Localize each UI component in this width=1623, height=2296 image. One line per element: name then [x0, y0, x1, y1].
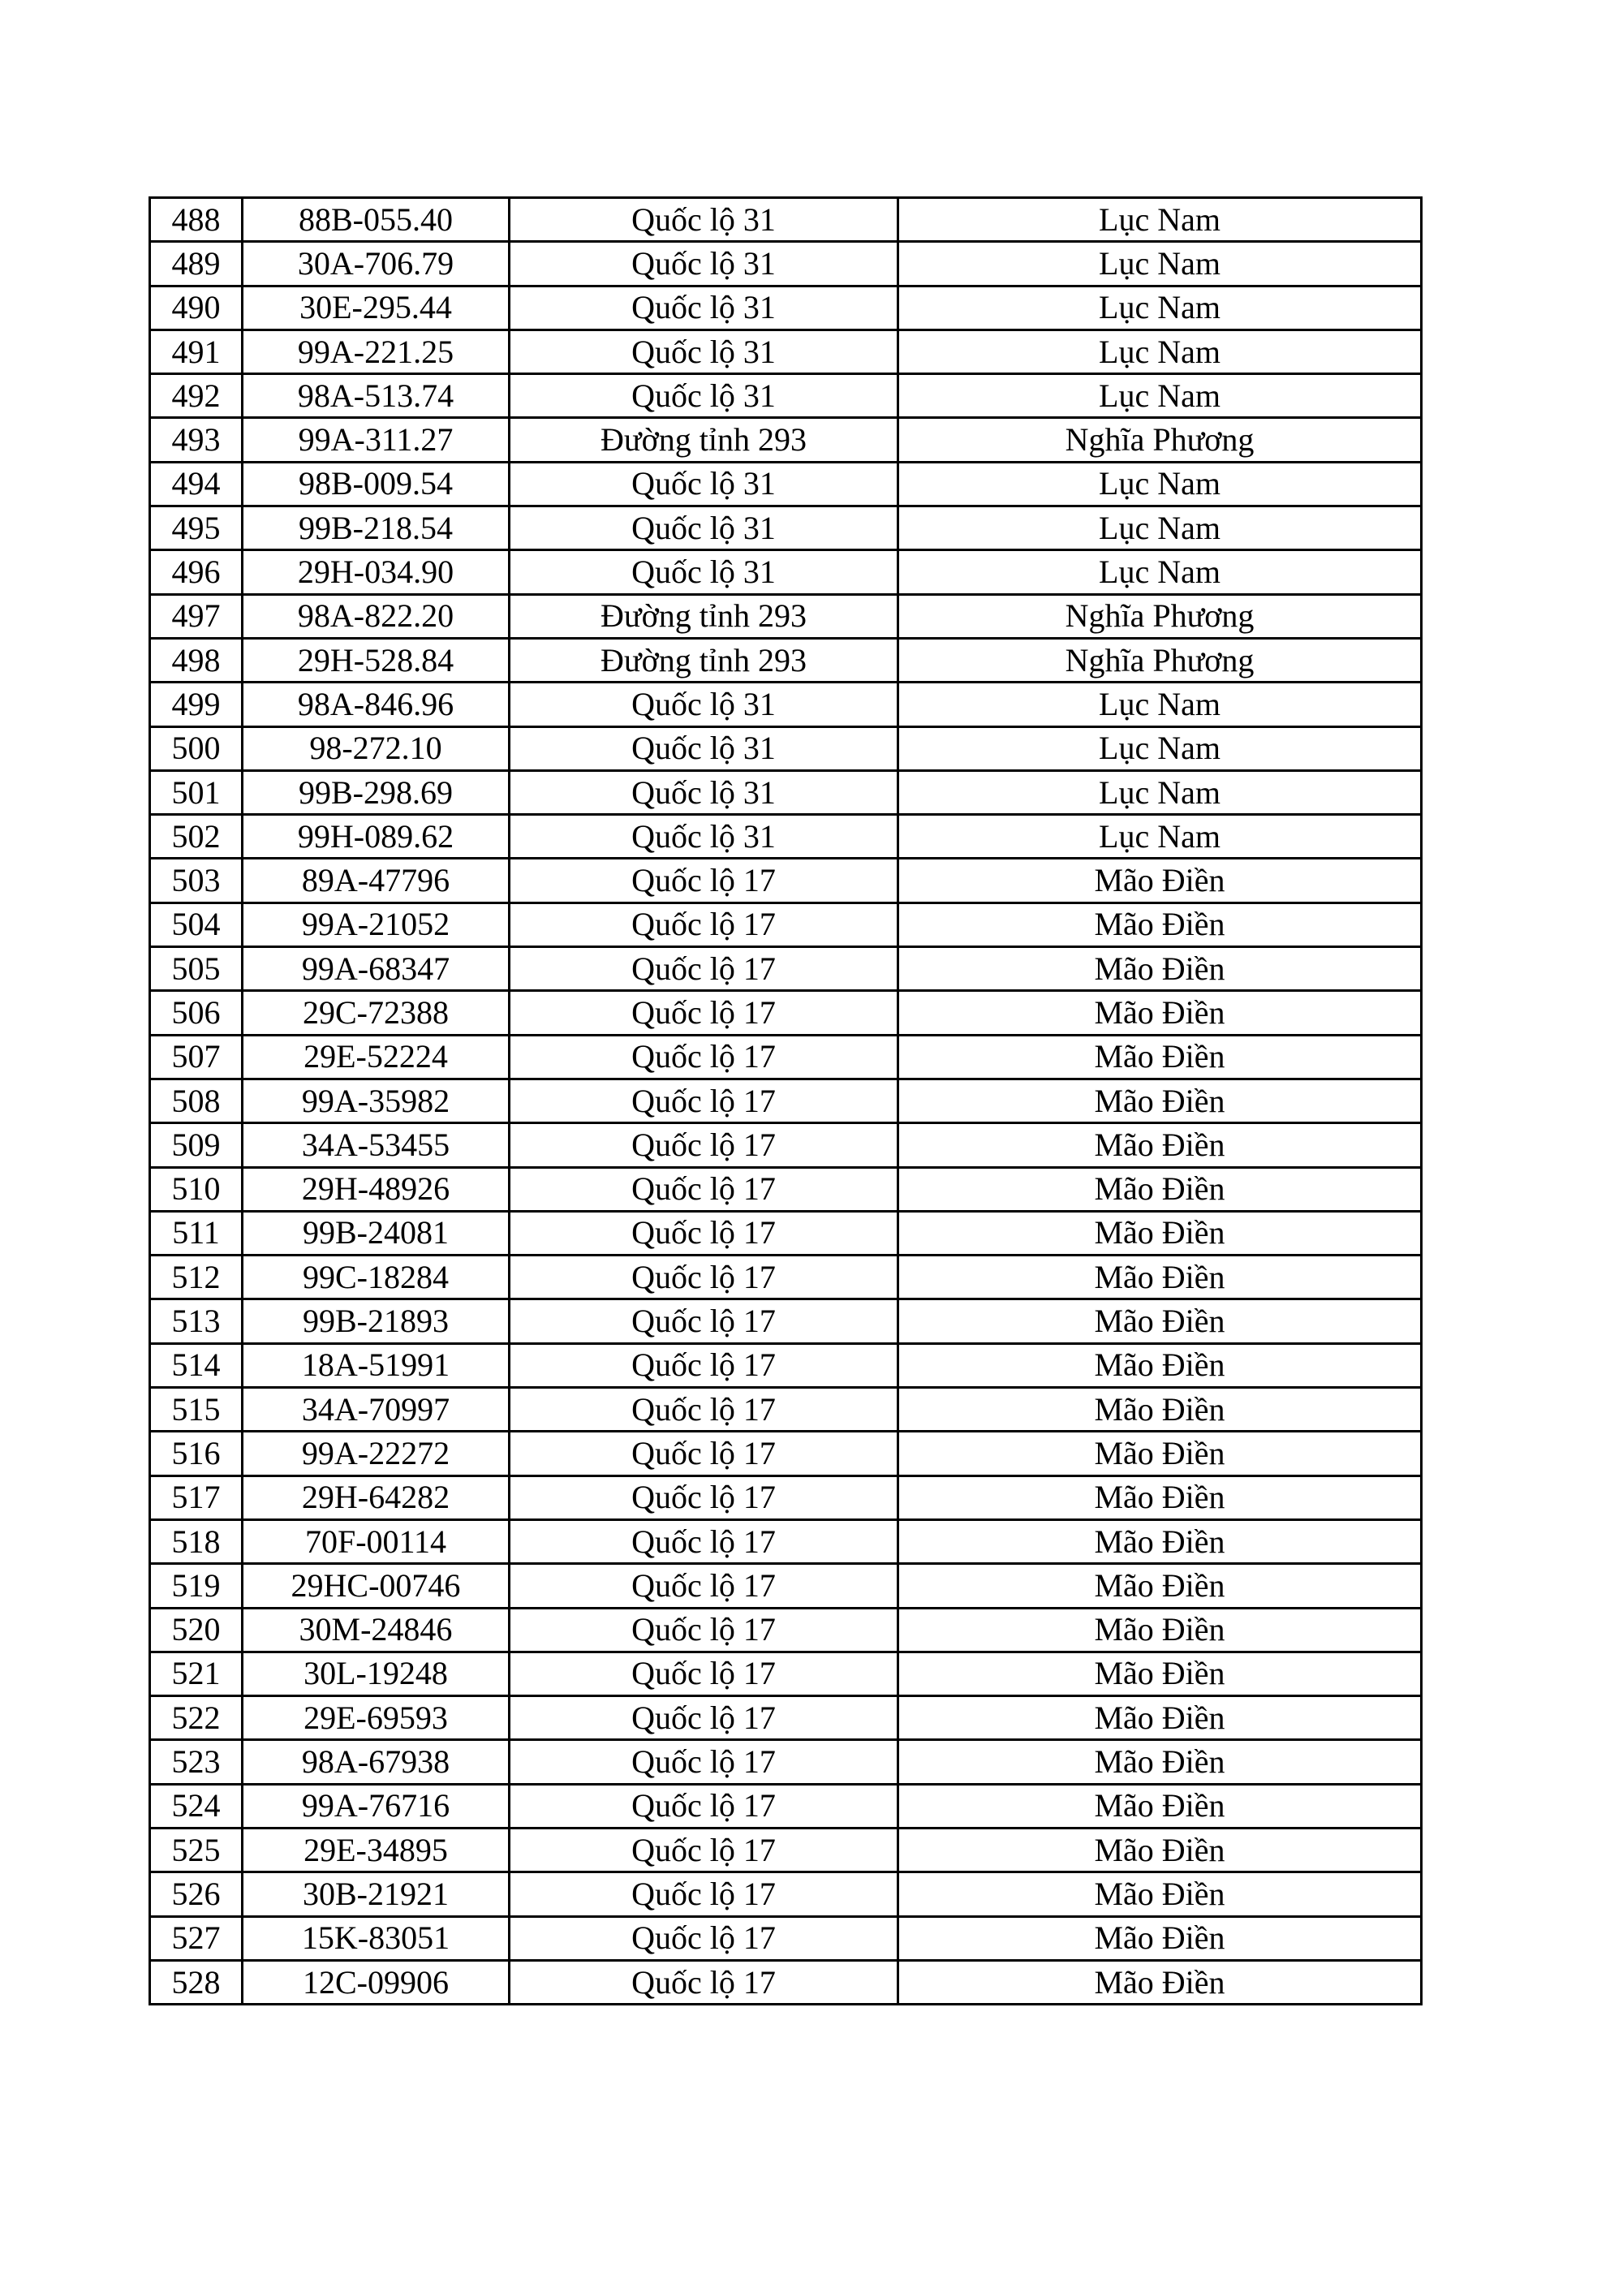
row-number-cell: 514 — [150, 1343, 243, 1387]
location-cell: Mão Điền — [898, 1475, 1422, 1519]
license-plate-cell: 98A-67938 — [243, 1740, 510, 1784]
road-cell: Quốc lộ 31 — [510, 506, 898, 550]
location-cell: Mão Điền — [898, 1696, 1422, 1740]
location-cell: Mão Điền — [898, 1388, 1422, 1432]
table-row — [150, 374, 1422, 418]
road-cell: Quốc lộ 17 — [510, 859, 898, 902]
row-number-cell: 515 — [150, 1388, 243, 1432]
license-plate-cell: 98A-846.96 — [243, 683, 510, 726]
road-cell: Đường tỉnh 293 — [510, 638, 898, 682]
road-cell: Quốc lộ 17 — [510, 1432, 898, 1475]
table-row — [150, 1167, 1422, 1211]
table-row — [150, 1696, 1422, 1740]
location-cell: Lục Nam — [898, 374, 1422, 418]
location-cell: Mão Điền — [898, 1652, 1422, 1695]
license-plate-cell: 29H-64282 — [243, 1475, 510, 1519]
row-number-cell: 494 — [150, 462, 243, 506]
row-number-cell: 518 — [150, 1519, 243, 1563]
row-number-cell: 503 — [150, 859, 243, 902]
row-number-cell: 512 — [150, 1256, 243, 1299]
location-cell: Mão Điền — [898, 1343, 1422, 1387]
table-row — [150, 1211, 1422, 1255]
table-row — [150, 859, 1422, 902]
license-plate-cell: 98A-513.74 — [243, 374, 510, 418]
road-cell: Quốc lộ 31 — [510, 198, 898, 242]
location-cell: Lục Nam — [898, 550, 1422, 594]
road-cell: Quốc lộ 17 — [510, 1564, 898, 1608]
table-row — [150, 286, 1422, 330]
license-plate-cell: 29C-72388 — [243, 991, 510, 1035]
table-row — [150, 1388, 1422, 1432]
license-plate-cell: 99H-089.62 — [243, 815, 510, 859]
row-number-cell: 528 — [150, 1960, 243, 2004]
row-number-cell: 488 — [150, 198, 243, 242]
road-cell: Quốc lộ 17 — [510, 1784, 898, 1828]
row-number-cell: 507 — [150, 1035, 243, 1079]
location-cell: Lục Nam — [898, 726, 1422, 770]
row-number-cell: 504 — [150, 902, 243, 946]
license-plate-cell: 99A-311.27 — [243, 418, 510, 462]
license-plate-cell: 29E-69593 — [243, 1696, 510, 1740]
location-cell: Mão Điền — [898, 1564, 1422, 1608]
location-cell: Mão Điền — [898, 1167, 1422, 1211]
road-cell: Quốc lộ 17 — [510, 1167, 898, 1211]
road-cell: Quốc lộ 31 — [510, 770, 898, 814]
road-cell: Quốc lộ 17 — [510, 1388, 898, 1432]
location-cell: Mão Điền — [898, 1960, 1422, 2004]
table-row — [150, 550, 1422, 594]
table-row — [150, 1475, 1422, 1519]
table-row — [150, 1299, 1422, 1343]
location-cell: Mão Điền — [898, 1123, 1422, 1167]
row-number-cell: 516 — [150, 1432, 243, 1475]
row-number-cell: 502 — [150, 815, 243, 859]
road-cell: Quốc lộ 31 — [510, 683, 898, 726]
license-plate-cell: 29E-34895 — [243, 1828, 510, 1872]
road-cell: Quốc lộ 31 — [510, 462, 898, 506]
row-number-cell: 510 — [150, 1167, 243, 1211]
table-row — [150, 1343, 1422, 1387]
table-row — [150, 1784, 1422, 1828]
location-cell: Mão Điền — [898, 1079, 1422, 1122]
table-row — [150, 418, 1422, 462]
row-number-cell: 497 — [150, 594, 243, 638]
license-plate-cell: 99A-22272 — [243, 1432, 510, 1475]
row-number-cell: 493 — [150, 418, 243, 462]
road-cell: Quốc lộ 31 — [510, 242, 898, 286]
row-number-cell: 526 — [150, 1872, 243, 1916]
row-number-cell: 501 — [150, 770, 243, 814]
road-cell: Quốc lộ 31 — [510, 726, 898, 770]
road-cell: Quốc lộ 31 — [510, 286, 898, 330]
location-cell: Mão Điền — [898, 1784, 1422, 1828]
row-number-cell: 511 — [150, 1211, 243, 1255]
license-plate-cell: 70F-00114 — [243, 1519, 510, 1563]
road-cell: Quốc lộ 17 — [510, 1519, 898, 1563]
location-cell: Mão Điền — [898, 1432, 1422, 1475]
table-row — [150, 991, 1422, 1035]
license-plate-cell: 99B-21893 — [243, 1299, 510, 1343]
table-row — [150, 1079, 1422, 1122]
road-cell: Quốc lộ 31 — [510, 374, 898, 418]
table-row — [150, 1916, 1422, 1960]
road-cell: Quốc lộ 17 — [510, 1608, 898, 1652]
row-number-cell: 499 — [150, 683, 243, 726]
road-cell: Đường tỉnh 293 — [510, 418, 898, 462]
location-cell: Lục Nam — [898, 815, 1422, 859]
table-row — [150, 947, 1422, 991]
table-row — [150, 1519, 1422, 1563]
table-row — [150, 506, 1422, 550]
row-number-cell: 517 — [150, 1475, 243, 1519]
road-cell: Quốc lộ 17 — [510, 1211, 898, 1255]
location-cell: Mão Điền — [898, 1299, 1422, 1343]
license-plate-cell: 34A-53455 — [243, 1123, 510, 1167]
row-number-cell: 508 — [150, 1079, 243, 1122]
location-cell: Mão Điền — [898, 991, 1422, 1035]
road-cell: Quốc lộ 17 — [510, 1079, 898, 1122]
road-cell: Quốc lộ 17 — [510, 1740, 898, 1784]
license-plate-cell: 30L-19248 — [243, 1652, 510, 1695]
row-number-cell: 492 — [150, 374, 243, 418]
road-cell: Quốc lộ 17 — [510, 1696, 898, 1740]
table-row — [150, 1564, 1422, 1608]
license-plate-cell: 98B-009.54 — [243, 462, 510, 506]
road-cell: Quốc lộ 17 — [510, 1256, 898, 1299]
row-number-cell: 498 — [150, 638, 243, 682]
table-row — [150, 242, 1422, 286]
table-row — [150, 726, 1422, 770]
row-number-cell: 509 — [150, 1123, 243, 1167]
license-plate-cell: 99A-21052 — [243, 902, 510, 946]
road-cell: Quốc lộ 17 — [510, 991, 898, 1035]
location-cell: Lục Nam — [898, 462, 1422, 506]
table-row — [150, 683, 1422, 726]
records-table — [149, 196, 1423, 2005]
row-number-cell: 490 — [150, 286, 243, 330]
table-row — [150, 1123, 1422, 1167]
license-plate-cell: 98A-822.20 — [243, 594, 510, 638]
license-plate-cell: 99A-221.25 — [243, 330, 510, 373]
row-number-cell: 506 — [150, 991, 243, 1035]
road-cell: Quốc lộ 17 — [510, 1652, 898, 1695]
location-cell: Lục Nam — [898, 770, 1422, 814]
license-plate-cell: 99B-298.69 — [243, 770, 510, 814]
table-row — [150, 330, 1422, 373]
location-cell: Mão Điền — [898, 859, 1422, 902]
license-plate-cell: 99B-24081 — [243, 1211, 510, 1255]
location-cell: Mão Điền — [898, 1916, 1422, 1960]
road-cell: Quốc lộ 17 — [510, 1299, 898, 1343]
road-cell: Quốc lộ 31 — [510, 330, 898, 373]
location-cell: Mão Điền — [898, 1740, 1422, 1784]
license-plate-cell: 29H-528.84 — [243, 638, 510, 682]
location-cell: Lục Nam — [898, 286, 1422, 330]
license-plate-cell: 29H-48926 — [243, 1167, 510, 1211]
license-plate-cell: 18A-51991 — [243, 1343, 510, 1387]
license-plate-cell: 99B-218.54 — [243, 506, 510, 550]
row-number-cell: 520 — [150, 1608, 243, 1652]
location-cell: Mão Điền — [898, 1256, 1422, 1299]
table-row — [150, 1960, 1422, 2004]
table-row — [150, 1432, 1422, 1475]
road-cell: Quốc lộ 17 — [510, 947, 898, 991]
license-plate-cell: 99A-76716 — [243, 1784, 510, 1828]
row-number-cell: 489 — [150, 242, 243, 286]
road-cell: Quốc lộ 17 — [510, 1343, 898, 1387]
table-row — [150, 1828, 1422, 1872]
license-plate-cell: 99A-68347 — [243, 947, 510, 991]
row-number-cell: 500 — [150, 726, 243, 770]
road-cell: Đường tỉnh 293 — [510, 594, 898, 638]
license-plate-cell: 30E-295.44 — [243, 286, 510, 330]
table-row — [150, 198, 1422, 242]
location-cell: Lục Nam — [898, 242, 1422, 286]
table-row — [150, 1740, 1422, 1784]
road-cell: Quốc lộ 17 — [510, 1035, 898, 1079]
location-cell: Lục Nam — [898, 506, 1422, 550]
road-cell: Quốc lộ 17 — [510, 1872, 898, 1916]
location-cell: Lục Nam — [898, 198, 1422, 242]
location-cell: Nghĩa Phương — [898, 594, 1422, 638]
table-row — [150, 1256, 1422, 1299]
table-row — [150, 1608, 1422, 1652]
row-number-cell: 525 — [150, 1828, 243, 1872]
row-number-cell: 495 — [150, 506, 243, 550]
road-cell: Quốc lộ 31 — [510, 550, 898, 594]
license-plate-cell: 89A-47796 — [243, 859, 510, 902]
location-cell: Mão Điền — [898, 902, 1422, 946]
road-cell: Quốc lộ 17 — [510, 1916, 898, 1960]
location-cell: Mão Điền — [898, 1035, 1422, 1079]
license-plate-cell: 30M-24846 — [243, 1608, 510, 1652]
table-row — [150, 770, 1422, 814]
road-cell: Quốc lộ 17 — [510, 1123, 898, 1167]
location-cell: Mão Điền — [898, 1519, 1422, 1563]
row-number-cell: 505 — [150, 947, 243, 991]
license-plate-cell: 29E-52224 — [243, 1035, 510, 1079]
table-row — [150, 815, 1422, 859]
road-cell: Quốc lộ 17 — [510, 902, 898, 946]
license-plate-cell: 29H-034.90 — [243, 550, 510, 594]
records-table-body — [150, 198, 1422, 2005]
row-number-cell: 523 — [150, 1740, 243, 1784]
row-number-cell: 527 — [150, 1916, 243, 1960]
location-cell: Mão Điền — [898, 1211, 1422, 1255]
license-plate-cell: 30A-706.79 — [243, 242, 510, 286]
road-cell: Quốc lộ 17 — [510, 1828, 898, 1872]
road-cell: Quốc lộ 31 — [510, 815, 898, 859]
license-plate-cell: 99C-18284 — [243, 1256, 510, 1299]
table-row — [150, 638, 1422, 682]
license-plate-cell: 99A-35982 — [243, 1079, 510, 1122]
row-number-cell: 513 — [150, 1299, 243, 1343]
table-row — [150, 594, 1422, 638]
table-row — [150, 462, 1422, 506]
license-plate-cell: 88B-055.40 — [243, 198, 510, 242]
location-cell: Mão Điền — [898, 1872, 1422, 1916]
license-plate-cell: 29HC-00746 — [243, 1564, 510, 1608]
location-cell: Lục Nam — [898, 683, 1422, 726]
row-number-cell: 522 — [150, 1696, 243, 1740]
license-plate-cell: 98-272.10 — [243, 726, 510, 770]
row-number-cell: 519 — [150, 1564, 243, 1608]
table-row — [150, 1872, 1422, 1916]
license-plate-cell: 34A-70997 — [243, 1388, 510, 1432]
row-number-cell: 491 — [150, 330, 243, 373]
table-row — [150, 902, 1422, 946]
row-number-cell: 496 — [150, 550, 243, 594]
location-cell: Nghĩa Phương — [898, 638, 1422, 682]
road-cell: Quốc lộ 17 — [510, 1960, 898, 2004]
row-number-cell: 524 — [150, 1784, 243, 1828]
road-cell: Quốc lộ 17 — [510, 1475, 898, 1519]
license-plate-cell: 12C-09906 — [243, 1960, 510, 2004]
location-cell: Mão Điền — [898, 947, 1422, 991]
location-cell: Mão Điền — [898, 1828, 1422, 1872]
location-cell: Lục Nam — [898, 330, 1422, 373]
table-row — [150, 1035, 1422, 1079]
license-plate-cell: 30B-21921 — [243, 1872, 510, 1916]
row-number-cell: 521 — [150, 1652, 243, 1695]
location-cell: Mão Điền — [898, 1608, 1422, 1652]
location-cell: Nghĩa Phương — [898, 418, 1422, 462]
license-plate-cell: 15K-83051 — [243, 1916, 510, 1960]
table-row — [150, 1652, 1422, 1695]
